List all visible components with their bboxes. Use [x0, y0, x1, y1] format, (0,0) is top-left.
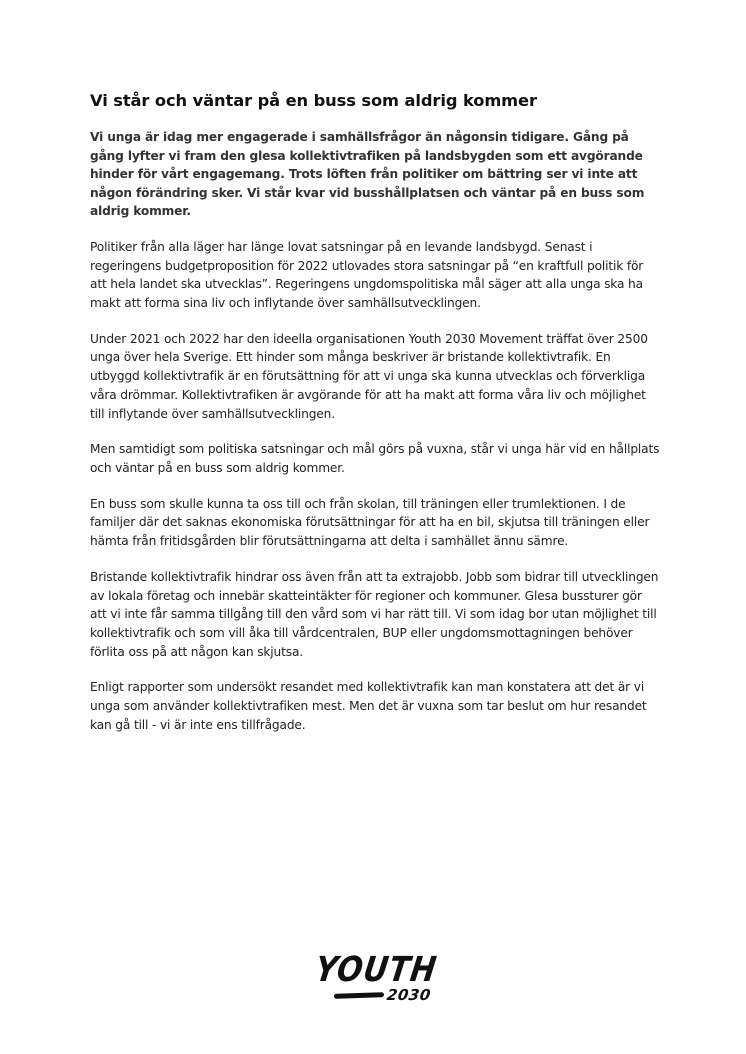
logo-wordmark: YOUTH [312, 949, 440, 990]
article-paragraph-3: Men samtidigt som politiska satsningar och mål görs på vuxna, står vi unga här vid en hållplats och väntar på en buss som aldrig kommer. [90, 442, 660, 475]
youth-2030-logo [312, 949, 440, 1008]
article-title: Vi står och väntar på en buss som aldrig kommer [90, 91, 537, 110]
article-paragraph-6: Enligt rapporter som undersökt resandet med kollektivtrafik kan man konstatera att det är vi unga som använder kollektivtrafiken mest. Men det är vuxna som tar beslut om hur resandet kan gå till - vi är inte ens tillfrågade. [90, 680, 647, 732]
article-paragraph-4: En buss som skulle kunna ta oss till och från skolan, till träningen eller trumlektionen. I de familjer där det saknas ekonomiska förutsättningar för att ha en bil, skjutsa till träningen eller hämta från fritidsgården blir förutsättningarna att delta i samhället ännu sämre. [90, 496, 650, 549]
article-lead: Vi unga är idag mer engagerade i samhällsfrågor än någonsin tidigare. Gång på gång lyfter vi fram den glesa kollektivtrafiken på landsbygden som ett avgörande hinder för vårt engagemang. Trots löften från politiker om bättring ser vi inte att någon förändring sker. Vi står kvar vid busshållplatsen och väntar på en buss som aldrig kommer. [90, 130, 645, 219]
article-paragraph-5: Bristande kollektivtrafik hindrar oss även från att ta extrajobb. Jobb som bidrar till utvecklingen av lokala företag och innebär skatteintäkter för regioner och kommuner. Glesa bussturer gör att vi inte får samma tillgång till den vård som vi har rätt till. Vi som idag bor utan möjlighet till kollektivtrafik och som vill åka till vårdcentralen, BUP eller ungdomsmottagningen behöver förlita oss på att någon kan skjutsa. [90, 569, 659, 659]
logo-year: 2030 [385, 986, 433, 1004]
article-paragraph-1: Politiker från alla läger har länge lovat satsningar på en levande landsbygd. Senast i regeringens budgetproposition för 2022 utlovades stora satsningar på “en kraftfull politik för att hela landet ska utvecklas”. Regeringens ungdomspolitiska mål säger att alla unga ska ha makt att forma sina liv och inflytande över samhällsutvecklingen. [90, 239, 644, 311]
article-paragraph-2: Under 2021 och 2022 har den ideella organisationen Youth 2030 Movement träffat över 2500 unga över hela Sverige. Ett hinder som många beskriver är bristande kollektivtrafik. En utbyggd kollektivtrafik är en förutsättning för att vi unga ska kunna utvecklas och förverkliga våra drömmar. Kollektivtrafiken är avgörande för att ha makt att forma våra liv och möjlighet till inflytande över samhällsutvecklingen. [90, 331, 648, 421]
logo-underline [334, 992, 384, 999]
article [90, 88, 660, 751]
